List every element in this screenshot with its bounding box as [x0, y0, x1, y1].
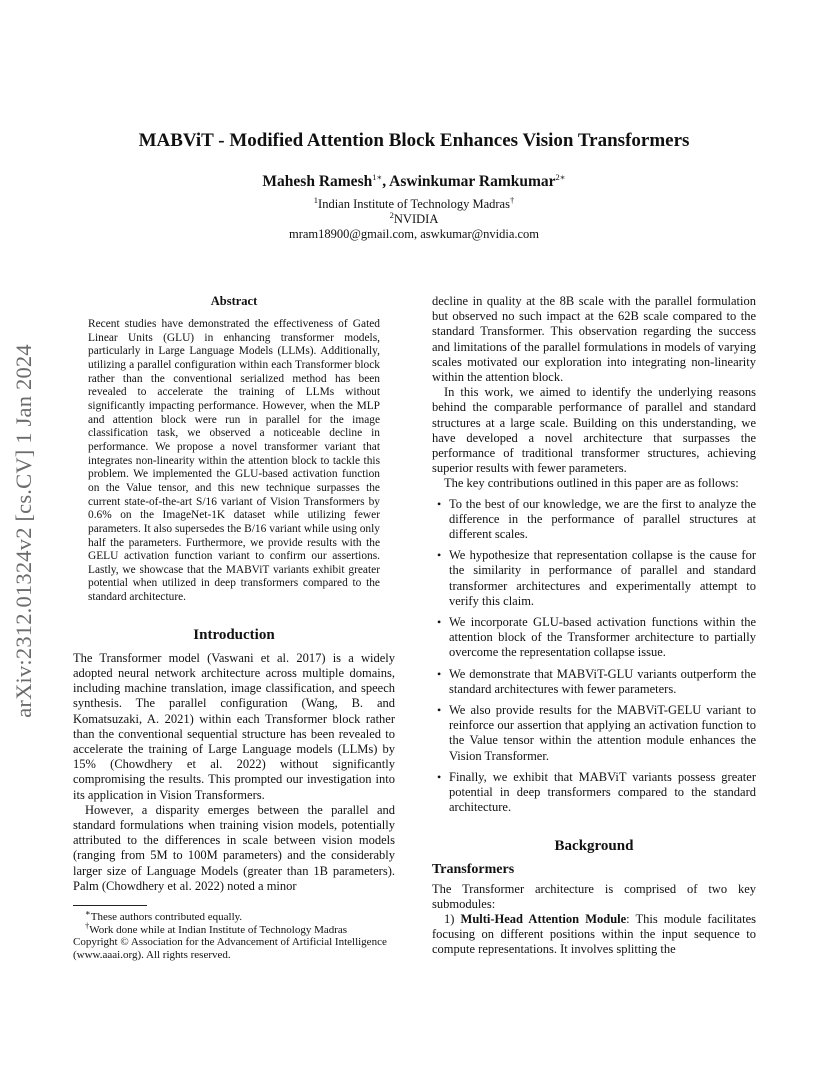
- item-number: 1): [444, 911, 461, 926]
- affiliation-line: [0, 194, 828, 212]
- list-item-text: We incorporate GLU-based activation functions within the attention block of the Transformer architecture to partially overcome the representation collapse issue.: [449, 615, 756, 660]
- bullet-icon: •: [437, 615, 442, 630]
- affil-name: Indian Institute of Technology Madras: [318, 197, 510, 211]
- contributions-list: [432, 497, 756, 816]
- intro-paragraph: The key contributions outlined in this paper are as follows:: [444, 476, 739, 491]
- list-item: [432, 703, 756, 764]
- affiliations: [0, 194, 828, 242]
- footnote-text: Work done while at Indian Institute of Technology Madras: [89, 923, 348, 936]
- author-list: [0, 173, 828, 191]
- list-item-text: We demonstrate that MABViT-GLU variants outperform the standard architectures with fewer parameters.: [449, 666, 756, 696]
- list-item: [432, 548, 756, 609]
- affiliation-line: [0, 209, 828, 227]
- affil-number: 1: [313, 194, 319, 205]
- intro-paragraph: However, a disparity emerges between the parallel and standard formulations when training vision models, potentially attributed to the differences in scale between vision models (ranging from 5M to 100M parameters) and the considerably larger size of Language Models (greater than 1B parameters). Palm (Chowdhery et al. 2022) noted a minor: [73, 802, 395, 893]
- list-item: [432, 770, 756, 816]
- bullet-icon: •: [437, 666, 442, 681]
- intro-paragraph: The Transformer model (Vaswani et al. 2017) is a widely adopted neural network architecture across multiple domains, including machine translation, image classification, and speech synthesis. The parallel configuration (Wang, B. and Komatsuzaki, A. 2021) within each Transformer block rather than the conventional sequential structure has been revealed to accelerate the training of Large Language models (LLMs) by 15% (Chowdhery et al. 2022) without significantly compromising the results. This prompted our investigation into its application in Vision Transformers.: [73, 650, 395, 802]
- footnote-mark: †: [85, 919, 90, 930]
- right-column: [432, 294, 756, 958]
- footnote: [73, 907, 395, 924]
- background-paragraph: [432, 912, 756, 958]
- list-item: [432, 667, 756, 697]
- intro-paragraph: In this work, we aimed to identify the underlying reasons behind the comparable performance of parallel and standard structures at a large scale. Building on this understanding, we have developed a novel architecture that surpasses the performance of traditional transformer structures, achieving superior results with fewer parameters.: [432, 385, 756, 476]
- affil-number: 2: [389, 209, 394, 220]
- bullet-icon: •: [437, 703, 442, 718]
- author-separator: ,: [382, 173, 390, 190]
- list-item-text: We also provide results for the MABViT-GELU variant to reinforce our assertion that applying an activation function to the Value tensor within the attention module enhances the Vision Transformer.: [449, 703, 756, 763]
- author-affil-mark: 2∗: [555, 171, 566, 182]
- background-heading: Background: [554, 837, 634, 854]
- list-item-text: We hypothesize that representation collapse is the cause for the similarity in performance of parallel and standard transformer architectures and experimentally attempt to verify this claim.: [449, 548, 756, 608]
- list-item-text: Finally, we exhibit that MABViT variants possess greater potential in deep transformers compared to the standard architecture.: [449, 769, 756, 815]
- footnote-text: These authors contributed equally.: [90, 911, 243, 924]
- abstract-heading: Abstract: [210, 294, 258, 308]
- arxiv-identifier: [2, 296, 46, 766]
- copyright-notice: Copyright © Association for the Advancement of Artificial Intelligence (www.aaai.org). All rights reserved.: [73, 936, 387, 961]
- transformers-subheading: Transformers: [432, 861, 515, 877]
- left-column: [73, 294, 395, 961]
- footnote-mark: ∗: [85, 907, 91, 918]
- footnote-rule: [73, 905, 147, 906]
- paper-title: MABViT - Modified Attention Block Enhances Vision Transformers: [138, 130, 690, 151]
- bold-term: Multi-Head Attention Module: [460, 911, 627, 926]
- arxiv-identifier-text: arXiv:2312.01324v2 [cs.CV] 1 Jan 2024: [11, 344, 36, 718]
- list-item: [432, 497, 756, 543]
- introduction-heading: Introduction: [193, 626, 275, 643]
- author-name: Aswinkumar Ramkumar: [389, 173, 556, 190]
- paragraph-text: : This module facilitates focusing on different positions within the input sequence to compute representations. It involves splitting the: [432, 911, 756, 957]
- affil-note-mark: †: [509, 194, 515, 205]
- bullet-icon: •: [437, 769, 442, 784]
- background-paragraph: The Transformer architecture is comprised of two key submodules:: [432, 881, 756, 911]
- list-item-text: To the best of our knowledge, we are the first to analyze the difference in the performance of parallel structures at different scales.: [449, 496, 756, 542]
- author-name: Mahesh Ramesh: [262, 173, 373, 190]
- intro-paragraph-continued: decline in quality at the 8B scale with the parallel formulation but observed no such impact at the 62B scale compared to the standard Transformer. This observation regarding the success and limitations of the parallel formulations in models of varying scales motivated our exploration into integrating non-linearity within the attention block.: [432, 294, 756, 385]
- author-emails: mram18900@gmail.com, aswkumar@nvidia.com: [288, 227, 540, 241]
- footnote: [73, 919, 395, 937]
- affil-name: NVIDIA: [393, 212, 439, 226]
- abstract-text: Recent studies have demonstrated the effectiveness of Gated Linear Units (GLU) in enhancing transformer models, particularly in Large Language Models (LLMs). Additionally, utilizing a parallel configuration within each Transformer block rather than the conventional serialized method has been revealed to accelerate the training of LLMs without significantly impacting performance. However, when the MLP and attention block were run in parallel for the image classification task, we observed a noticeable decline in performance. We propose a novel transformer variant that integrates non-linearity within the attention block to tackle this problem. We implemented the GLU-based activation function on the Value tensor, and this new technique surpasses the current state-of-the-art S/16 variant of Vision Transformers by 0.6% on the ImageNet-1K dataset while utilizing fewer parameters. It also supersedes the B/16 variant while using only half the parameters. Furthermore, we provide results with the GELU activation function variant to confirm our assertions. Lastly, we showcase that the MABViT variants exhibit greater potential when utilized in deep transformers compared to the standard architecture.: [88, 318, 380, 604]
- author-affil-mark: 1∗: [372, 171, 383, 182]
- bullet-icon: •: [437, 548, 442, 563]
- bullet-icon: •: [437, 496, 442, 511]
- list-item: [432, 615, 756, 661]
